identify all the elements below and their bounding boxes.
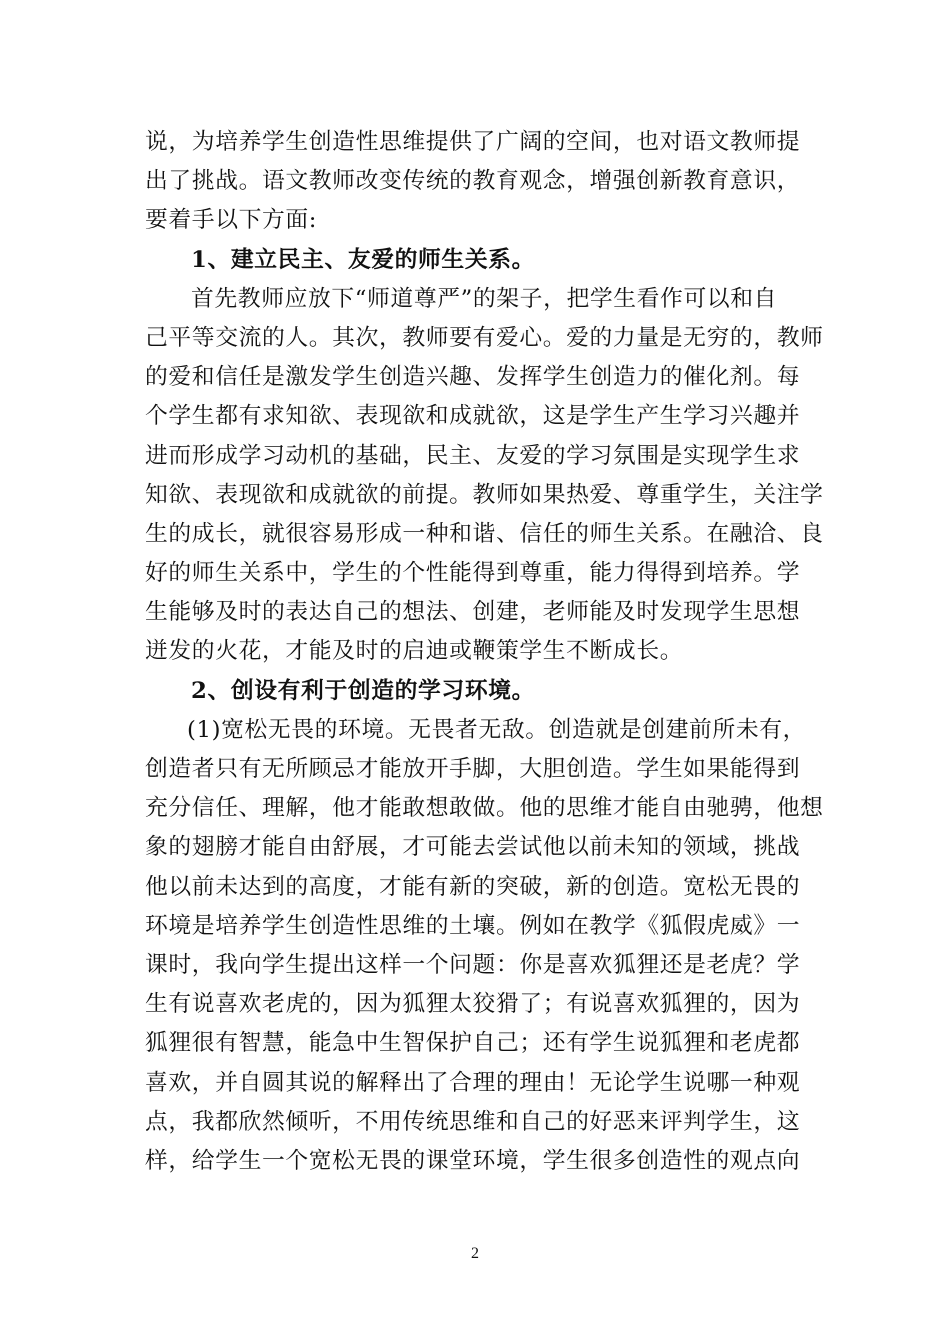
paragraph-line: 进而形成学习动机的基础，民主、友爱的学习氛围是实现学生求	[145, 442, 801, 469]
paragraph-line: 的爱和信任是激发学生创造兴趣、发挥学生创造力的催化剂。每	[145, 364, 801, 391]
page-number: 2	[471, 1245, 479, 1262]
paragraph-line: 好的师生关系中，学生的个性能得到尊重，能力得得到培养。学	[145, 560, 801, 587]
paragraph-line: 知欲、表现欲和成就欲的前提。教师如果热爱、尊重学生，关注学	[145, 481, 824, 508]
section-heading: 2、创设有利于创造的学习环境。	[191, 677, 536, 704]
paragraph-line: 创造者只有无所顾忌才能放开手脚，大胆创造。学生如果能得到	[145, 756, 801, 782]
paragraph-line: 样，给学生一个宽松无畏的课堂环境，学生很多创造性的观点向	[145, 1147, 801, 1174]
paragraph-line: 他以前未达到的高度，才能有新的突破，新的创造。宽松无畏的	[145, 873, 801, 900]
paragraph-line: 生能够及时的表达自己的想法、创建，老师能及时发现学生思想	[145, 599, 801, 626]
paragraph-line: 要着手以下方面:	[145, 207, 318, 234]
paragraph-line: 充分信任、理解，他才能敢想敢做。他的思维才能自由驰骋，他想	[145, 795, 824, 822]
paragraph-line: 生有说喜欢老虎的，因为狐狸太狡猾了；有说喜欢狐狸的，因为	[145, 991, 801, 1018]
paragraph-line: 个学生都有求知欲、表现欲和成就欲，这是学生产生学习兴趣并	[145, 403, 801, 430]
paragraph-line: 课时，我向学生提出这样一个问题：你是喜欢狐狸还是老虎？学	[145, 951, 801, 978]
paragraph-line: 己平等交流的人。其次，教师要有爱心。爱的力量是无穷的，教师	[145, 324, 824, 351]
paragraph-line: 说，为培养学生创造性思维提供了广阔的空间，也对语文教师提	[145, 129, 801, 155]
section-heading: 1、建立民主、友爱的师生关系。	[191, 246, 536, 273]
paragraph-line: 首先教师应放下“师道尊严”的架子，把学生看作可以和自	[191, 285, 778, 312]
paragraph-line: 狐狸很有智慧，能急中生智保护自己；还有学生说狐狸和老虎都	[145, 1030, 801, 1057]
paragraph-line: 点，我都欣然倾听，不用传统思维和自己的好恶来评判学生，这	[145, 1108, 801, 1135]
paragraph-line: 生的成长，就很容易形成一种和谐、信任的师生关系。在融洽、良	[145, 520, 824, 547]
paragraph-line: 迸发的火花，才能及时的启迪或鞭策学生不断成长。	[145, 638, 684, 665]
paragraph-line: (1)宽松无畏的环境。无畏者无敌。创造就是创建前所未有，	[187, 716, 807, 743]
body-text	[145, 123, 824, 1181]
paragraph-line: 象的翅膀才能自由舒展，才可能去尝试他以前未知的领域，挑战	[145, 834, 801, 861]
paragraph-line: 喜欢，并自圆其说的解释出了合理的理由！无论学生说哪一种观	[145, 1069, 801, 1096]
paragraph-line: 出了挑战。语文教师改变传统的教育观念，增强创新教育意识，	[145, 168, 801, 195]
paragraph-line: 环境是培养学生创造性思维的土壤。例如在教学《狐假虎威》一	[145, 912, 801, 939]
